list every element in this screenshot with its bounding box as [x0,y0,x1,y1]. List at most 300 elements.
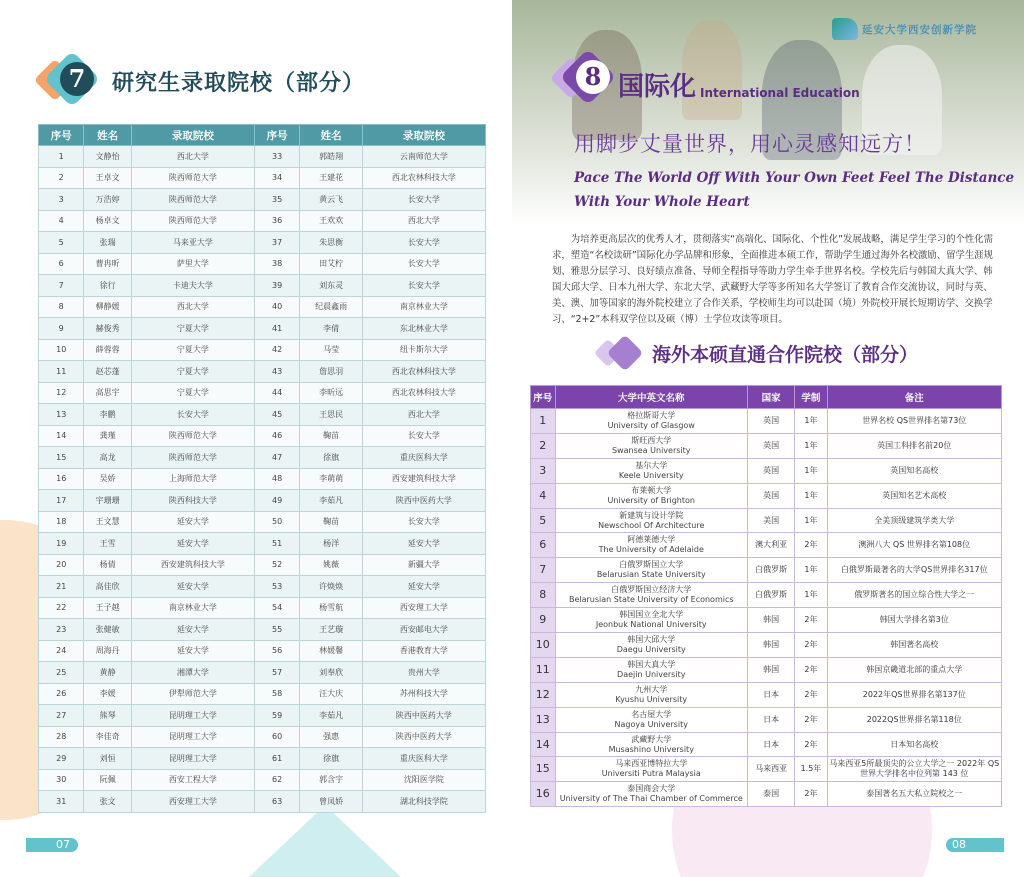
university-name [555,558,747,583]
table-row [39,769,486,791]
country: 白俄罗斯 [747,583,794,608]
table-cell: 刘东灵 [300,275,363,297]
table-cell: 56 [254,640,299,662]
slogan-en-line-1: Pace The World Off With Your Own Feet Feel The Distance [574,170,1015,186]
table-row [39,705,486,727]
university-name-cn: 马来西亚博特拉大学 [615,759,688,769]
university-name-cn: 韩国国立全北大学 [619,610,684,620]
page-number-left: 07 [26,838,78,852]
program-length: 1年 [795,483,827,508]
row-number: 13 [531,707,556,732]
university-name-cn: 白俄罗斯国立大学 [619,560,684,570]
university-name [555,757,747,782]
table-cell: 长安大学 [362,253,485,275]
university-name [555,533,747,558]
university-name-en: Keele University [618,470,684,480]
remark: 俄罗斯著名的国立综合性大学之一 [827,583,1002,608]
table-row [39,167,486,189]
table-cell: 陕西科技大学 [131,490,254,512]
table-cell: 延安大学 [131,511,254,533]
table-row [39,232,486,254]
table-cell: 55 [254,619,299,641]
table-cell: 50 [254,511,299,533]
table-cell: 宁夏大学 [131,361,254,383]
table-row [531,558,1002,583]
table-cell: 伊犁师范大学 [131,683,254,705]
college-logo [832,18,977,40]
table-row [39,425,486,447]
table-cell: 27 [39,705,84,727]
table-cell: 陕西师范大学 [131,425,254,447]
country: 日本 [747,682,794,707]
table-row [39,404,486,426]
table-cell: 陕西中医药大学 [362,705,485,727]
university-name-cn: 韩国大邱大学 [627,634,676,644]
table-row [39,662,486,684]
table-row [39,576,486,598]
remark: 英国知名艺术高校 [827,483,1002,508]
university-name-cn: 名古屋大学 [631,709,672,719]
university-name-en: Musashino University [608,744,694,754]
country: 韩国 [747,633,794,658]
table-row [531,782,1002,807]
grad-col-header: 姓名 [84,125,131,146]
table-cell: 李茹凡 [300,490,363,512]
table-cell: 云南师范大学 [362,146,485,168]
table-row [39,189,486,211]
table-cell: 4 [39,210,84,232]
table-cell: 张健敏 [84,619,131,641]
university-name-en: Swansea University [612,445,691,455]
country: 马来西亚 [747,757,794,782]
grad-col-header: 序号 [39,125,84,146]
table-cell: 沈阳医学院 [362,769,485,791]
program-length: 1年 [795,558,827,583]
row-number: 2 [531,433,556,458]
program-length: 2年 [795,608,827,633]
grad-col-header: 姓名 [300,125,363,146]
program-length: 2年 [795,682,827,707]
table-cell: 51 [254,533,299,555]
program-length: 2年 [795,782,827,807]
table-cell: 赵芯蓬 [84,361,131,383]
university-name [555,782,747,807]
university-name-cn: 白俄罗斯国立经济大学 [611,585,692,595]
table-cell: 杨洋 [300,533,363,555]
table-cell: 田艾柠 [300,253,363,275]
table-cell: 35 [254,189,299,211]
university-name [555,732,747,757]
table-cell: 28 [39,726,84,748]
table-cell: 鞠苗 [300,511,363,533]
table-cell: 刘奉欣 [300,662,363,684]
university-name [555,508,747,533]
table-cell: 59 [254,705,299,727]
row-number: 11 [531,657,556,682]
table-cell: 姚薇 [300,554,363,576]
table-row [39,533,486,555]
table-row [39,275,486,297]
table-cell: 徐旗 [300,748,363,770]
table-cell: 西安建筑科技大学 [362,468,485,490]
table-cell: 万浩婷 [84,189,131,211]
table-row [531,657,1002,682]
remark: 马来西亚5所最顶尖的公立大学之一 2022年 QS 世界大学排名中位列第 143 位 [827,757,1002,782]
table-cell: 43 [254,361,299,383]
table-cell: 长安大学 [131,404,254,426]
row-number: 16 [531,782,556,807]
university-name-cn: 武藏野大学 [631,734,672,744]
table-cell: 33 [254,146,299,168]
table-cell: 西安建筑科技大学 [131,554,254,576]
country: 白俄罗斯 [747,558,794,583]
table-cell: 陕西师范大学 [131,447,254,469]
table-cell: 徐旗 [300,447,363,469]
table-cell: 阮佩 [84,769,131,791]
section-8-number: 8 [576,60,610,94]
table-row [39,468,486,490]
table-row [531,533,1002,558]
table-cell: 上海师范大学 [131,468,254,490]
table-row [531,409,1002,434]
slogan-cn: 用脚步丈量世界，用心灵感知远方！ [574,132,926,156]
table-cell: 郭含宇 [300,769,363,791]
table-cell: 陕西师范大学 [131,167,254,189]
university-name-en: Belarusian State University of Economics [568,595,734,605]
table-cell: 张瑞 [84,232,131,254]
table-cell: 2 [39,167,84,189]
table-cell: 23 [39,619,84,641]
country: 美国 [747,508,794,533]
row-number: 5 [531,508,556,533]
college-logo-icon [832,18,858,40]
coop-col-header: 学制 [795,386,827,409]
university-name-en: Kyushu University [615,694,688,704]
table-cell: 昆明理工大学 [131,705,254,727]
table-cell: 5 [39,232,84,254]
table-cell: 长安大学 [362,511,485,533]
table-cell: 1 [39,146,84,168]
table-cell: 苏州科技大学 [362,683,485,705]
table-cell: 14 [39,425,84,447]
table-cell: 38 [254,253,299,275]
remark: 英国知名高校 [827,458,1002,483]
table-cell: 湘潭大学 [131,662,254,684]
table-cell: 36 [254,210,299,232]
table-row [531,433,1002,458]
row-number: 8 [531,583,556,608]
table-cell: 王建花 [300,167,363,189]
table-row [531,583,1002,608]
section-8-title [618,66,860,103]
table-row [39,447,486,469]
row-number: 7 [531,558,556,583]
university-name [555,583,747,608]
table-cell: 62 [254,769,299,791]
table-cell: 周海丹 [84,640,131,662]
university-name-cn: 格拉斯哥大学 [627,410,676,420]
cooperation-title: 海外本硕直通合作院校（部分） [652,343,919,366]
table-cell: 29 [39,748,84,770]
university-name-en: Daejin University [617,669,686,679]
page-number-right: 08 [946,838,1004,852]
table-cell: 张文 [84,791,131,813]
row-number: 4 [531,483,556,508]
table-cell: 宁夏大学 [131,318,254,340]
remark: 澳洲八大 QS 世界排名第108位 [827,533,1002,558]
table-cell: 9 [39,318,84,340]
table-cell: 西安工程大学 [131,769,254,791]
table-cell: 王欢欢 [300,210,363,232]
table-cell: 李萌萌 [300,468,363,490]
table-cell: 西北大学 [131,146,254,168]
university-name-en: University of Brighton [607,495,695,505]
table-cell: 纪晨鑫雨 [300,296,363,318]
decor-teal-triangle [230,805,420,877]
row-number: 10 [531,633,556,658]
university-name [555,682,747,707]
table-cell: 宁夏大学 [131,339,254,361]
table-cell: 郭皓翔 [300,146,363,168]
table-cell: 文静怡 [84,146,131,168]
university-name-en: Belarusian State University [596,570,706,580]
table-cell: 东北林业大学 [362,318,485,340]
university-name-cn: 斯旺西大学 [631,435,672,445]
table-cell: 西安理工大学 [362,597,485,619]
remark: 泰国著名五大私立院校之一 [827,782,1002,807]
table-cell: 李茹凡 [300,705,363,727]
table-cell: 60 [254,726,299,748]
table-cell: 37 [254,232,299,254]
table-cell: 高佳欣 [84,576,131,598]
table-cell: 延安大学 [131,619,254,641]
table-cell: 53 [254,576,299,598]
table-cell: 34 [254,167,299,189]
program-length: 2年 [795,533,827,558]
university-name-en: Daegu University [616,644,686,654]
table-row [39,726,486,748]
table-cell: 10 [39,339,84,361]
table-cell: 42 [254,339,299,361]
table-cell: 西北农林科技大学 [362,167,485,189]
table-cell: 26 [39,683,84,705]
table-cell: 南京林业大学 [131,597,254,619]
table-cell: 39 [254,275,299,297]
remark: 韩国京畿道北部的重点大学 [827,657,1002,682]
table-cell: 20 [39,554,84,576]
university-name-cn: 泰国商会大学 [627,784,676,794]
table-row [39,554,486,576]
table-row [39,146,486,168]
table-row [39,318,486,340]
table-cell: 6 [39,253,84,275]
table-row [531,608,1002,633]
remark: 全美顶级建筑学类大学 [827,508,1002,533]
table-cell: 长安大学 [362,425,485,447]
table-cell: 王子越 [84,597,131,619]
table-row [39,748,486,770]
program-length: 1年 [795,458,827,483]
table-cell: 延安大学 [131,533,254,555]
table-cell: 长安大学 [362,275,485,297]
table-cell: 45 [254,404,299,426]
section-7-header [40,56,365,106]
table-cell: 61 [254,748,299,770]
grad-col-header: 录取院校 [362,125,485,146]
table-cell: 长安大学 [362,232,485,254]
university-name [555,707,747,732]
section-8-title-cn: 国际化 [618,72,697,102]
section-8-title-en: International Education [700,86,860,100]
table-cell: 44 [254,382,299,404]
table-cell: 41 [254,318,299,340]
table-cell: 王艺璇 [300,619,363,641]
remark: 2022年QS世界排名第137位 [827,682,1002,707]
table-cell: 西北农林科技大学 [362,361,485,383]
table-cell: 昆明理工大学 [131,726,254,748]
table-row [39,490,486,512]
program-length: 2年 [795,707,827,732]
cooperation-header [598,338,918,368]
row-number: 12 [531,682,556,707]
university-name [555,657,747,682]
university-name-en: Nagoya University [614,719,688,729]
university-name-en: The University of Adelaide [598,545,704,555]
table-cell: 香港教育大学 [362,640,485,662]
table-cell: 18 [39,511,84,533]
table-cell: 西北农林科技大学 [362,382,485,404]
cooperation-header-mark [598,338,646,368]
program-length: 2年 [795,657,827,682]
row-number: 9 [531,608,556,633]
table-cell: 24 [39,640,84,662]
table-cell: 7 [39,275,84,297]
university-name [555,608,747,633]
table-cell: 柳静媛 [84,296,131,318]
country: 英国 [747,433,794,458]
university-name-cn: 基尔大学 [635,460,668,470]
table-cell: 31 [39,791,84,813]
university-name-cn: 韩国大真大学 [627,659,676,669]
table-cell: 54 [254,597,299,619]
country: 英国 [747,409,794,434]
table-cell: 李媛 [84,683,131,705]
row-number: 6 [531,533,556,558]
table-cell: 朱思衡 [300,232,363,254]
table-cell: 49 [254,490,299,512]
program-length: 1年 [795,508,827,533]
table-cell: 李昕远 [300,382,363,404]
table-row [531,732,1002,757]
table-cell: 南京林业大学 [362,296,485,318]
table-cell: 王雪 [84,533,131,555]
table-row [39,296,486,318]
table-cell: 王卓文 [84,167,131,189]
table-row [531,458,1002,483]
program-length: 1年 [795,583,827,608]
table-row [39,339,486,361]
table-row [531,508,1002,533]
table-cell: 昆明理工大学 [131,748,254,770]
table-cell: 陕西师范大学 [131,210,254,232]
table-row [39,597,486,619]
table-cell: 30 [39,769,84,791]
table-cell: 16 [39,468,84,490]
university-name-cn: 阿德莱德大学 [627,535,676,545]
remark: 白俄罗斯最著名的大学QS世界排名317位 [827,558,1002,583]
table-cell: 薛蓉蓉 [84,339,131,361]
table-cell: 40 [254,296,299,318]
university-name-en: Newschool Of Architecture [598,520,705,530]
table-cell: 许焕焕 [300,576,363,598]
table-row [39,253,486,275]
table-row [39,210,486,232]
table-cell: 湖北科技学院 [362,791,485,813]
table-cell: 宁夏大学 [131,382,254,404]
table-cell: 萨里大学 [131,253,254,275]
table-cell: 46 [254,425,299,447]
table-cell: 西北大学 [131,296,254,318]
coop-col-header: 序号 [531,386,556,409]
table-cell: 高思宇 [84,382,131,404]
coop-col-header: 备注 [827,386,1002,409]
table-cell: 47 [254,447,299,469]
table-row [531,707,1002,732]
country: 韩国 [747,657,794,682]
table-cell: 贵州大学 [362,662,485,684]
table-row [39,382,486,404]
table-cell: 王文慧 [84,511,131,533]
table-cell: 马莹 [300,339,363,361]
table-cell: 17 [39,490,84,512]
university-name-cn: 布莱顿大学 [631,485,672,495]
university-name-cn: 九州大学 [635,684,668,694]
table-cell: 李鹏 [84,404,131,426]
table-cell: 8 [39,296,84,318]
remark: 世界名校 QS世界排名第73位 [827,409,1002,434]
table-cell: 延安大学 [131,576,254,598]
university-name-en: Jeonbuk National University [595,620,707,630]
table-cell: 刘恒 [84,748,131,770]
row-number: 1 [531,409,556,434]
table-cell: 纽卡斯尔大学 [362,339,485,361]
table-cell: 鞠苗 [300,425,363,447]
university-name [555,409,747,434]
table-cell: 杨倩 [84,554,131,576]
table-row [531,483,1002,508]
section-7-number: 7 [60,62,94,96]
table-cell: 52 [254,554,299,576]
table-cell: 陕西中医药大学 [362,726,485,748]
overseas-partner-table [530,385,1002,807]
table-cell: 长安大学 [362,189,485,211]
table-cell: 龚瑾 [84,425,131,447]
table-cell: 21 [39,576,84,598]
row-number: 3 [531,458,556,483]
table-cell: 赫俊秀 [84,318,131,340]
remark: 2022QS世界排名第118位 [827,707,1002,732]
program-length: 2年 [795,732,827,757]
table-cell: 黄静 [84,662,131,684]
table-cell: 57 [254,662,299,684]
table-cell: 李佳奇 [84,726,131,748]
table-cell: 13 [39,404,84,426]
slogan-en-line-2: With Your Whole Heart [574,194,750,210]
table-cell: 48 [254,468,299,490]
table-cell: 延安大学 [362,576,485,598]
university-name [555,433,747,458]
coop-col-header: 大学中英文名称 [555,386,747,409]
